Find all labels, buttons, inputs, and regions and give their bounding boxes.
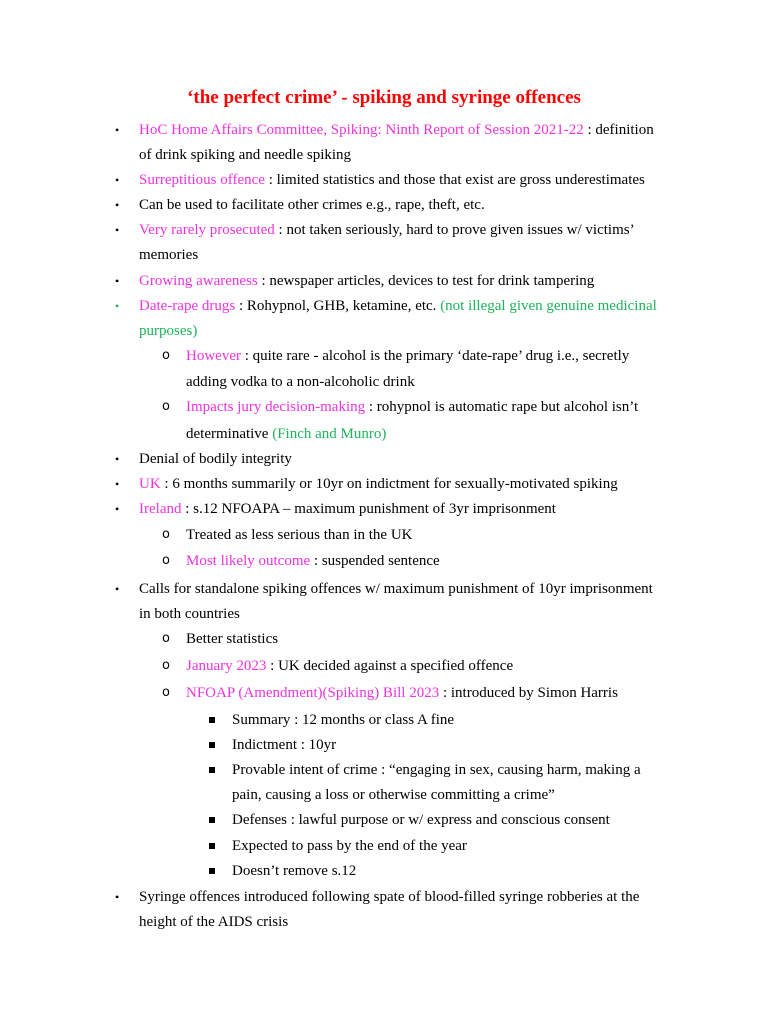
sub-bullet-marker: o: [162, 553, 170, 568]
bullet-marker: •: [115, 123, 120, 137]
bullet-marker: •: [115, 299, 120, 313]
list-item-continuation: of drink spiking and needle spiking: [139, 147, 352, 163]
bullet-marker: •: [115, 198, 120, 212]
bullet-marker: •: [115, 502, 120, 516]
list-item-continuation: height of the AIDS crisis: [139, 914, 289, 930]
sub-bullet-marker: o: [162, 631, 170, 646]
sub-bullet-marker: o: [162, 348, 170, 363]
bullet-marker: •: [115, 477, 120, 491]
bullet-marker: •: [115, 274, 120, 288]
list-item: Surreptitious offence : limited statistics and those that exist are gross underestimates: [139, 172, 645, 188]
bullet-marker: •: [115, 452, 120, 466]
sub-list-item-continuation: adding vodka to a non-alcoholic drink: [186, 374, 415, 390]
list-item: UK : 6 months summarily or 10yr on indictment for sexually-motivated spiking: [139, 476, 618, 492]
sub-bullet-marker: o: [162, 399, 170, 414]
sub-list-item-continuation: determinative (Finch and Munro): [186, 426, 387, 442]
list-item: HoC Home Affairs Committee, Spiking: Ninth Report of Session 2021-22 : definition: [139, 122, 654, 138]
sub-bullet-marker: o: [162, 658, 170, 673]
sub-sub-list-item: Provable intent of crime : “engaging in sex, causing harm, making a: [232, 762, 641, 778]
list-item-continuation: in both countries: [139, 606, 240, 622]
sub-list-item: However : quite rare - alcohol is the primary ‘date-rape’ drug i.e., secretly: [186, 348, 630, 364]
list-item: Very rarely prosecuted : not taken seriously, hard to prove given issues w/ victims’: [139, 222, 635, 238]
bullet-marker: •: [115, 582, 120, 596]
list-item: Can be used to facilitate other crimes e.g., rape, theft, etc.: [139, 197, 485, 213]
list-item: Date-rape drugs : Rohypnol, GHB, ketamine, etc. (not illegal given genuine medicinal: [139, 298, 657, 314]
sub-sub-list-item-continuation: pain, causing a loss or otherwise committing a crime”: [232, 787, 555, 803]
square-bullet-marker: [209, 767, 215, 773]
bullet-marker: •: [115, 890, 120, 904]
sub-bullet-marker: o: [162, 685, 170, 700]
list-item-continuation: memories: [139, 247, 199, 263]
sub-bullet-marker: o: [162, 527, 170, 542]
square-bullet-marker: [209, 717, 215, 723]
square-bullet-marker: [209, 742, 215, 748]
sub-list-item: January 2023 : UK decided against a specified offence: [186, 658, 514, 674]
list-item: Ireland : s.12 NFOAPA – maximum punishment of 3yr imprisonment: [139, 501, 556, 517]
sub-sub-list-item: Doesn’t remove s.12: [232, 863, 357, 879]
list-item: Syringe offences introduced following spate of blood-filled syringe robberies at the: [139, 889, 640, 905]
bullet-marker: •: [115, 173, 120, 187]
list-item: Denial of bodily integrity: [139, 451, 292, 467]
sub-list-item: Most likely outcome : suspended sentence: [186, 553, 440, 569]
list-item-continuation: purposes): [139, 323, 198, 339]
square-bullet-marker: [209, 843, 215, 849]
square-bullet-marker: [209, 868, 215, 874]
sub-list-item: Impacts jury decision-making : rohypnol is automatic rape but alcohol isn’t: [186, 399, 639, 415]
sub-sub-list-item: Summary : 12 months or class A fine: [232, 712, 455, 728]
page-title: ‘the perfect crime’ - spiking and syringe offences: [187, 87, 581, 108]
list-item: Growing awareness : newspaper articles, devices to test for drink tampering: [139, 273, 595, 289]
square-bullet-marker: [209, 817, 215, 823]
sub-sub-list-item: Indictment : 10yr: [232, 737, 337, 753]
sub-sub-list-item: Defenses : lawful purpose or w/ express and conscious consent: [232, 812, 610, 828]
list-item: Calls for standalone spiking offences w/ maximum punishment of 10yr imprisonment: [139, 581, 653, 597]
bullet-marker: •: [115, 223, 120, 237]
sub-list-item: NFOAP (Amendment)(Spiking) Bill 2023 : introduced by Simon Harris: [186, 685, 618, 701]
sub-sub-list-item: Expected to pass by the end of the year: [232, 838, 467, 854]
sub-list-item: Treated as less serious than in the UK: [186, 527, 413, 543]
sub-list-item: Better statistics: [186, 631, 279, 647]
